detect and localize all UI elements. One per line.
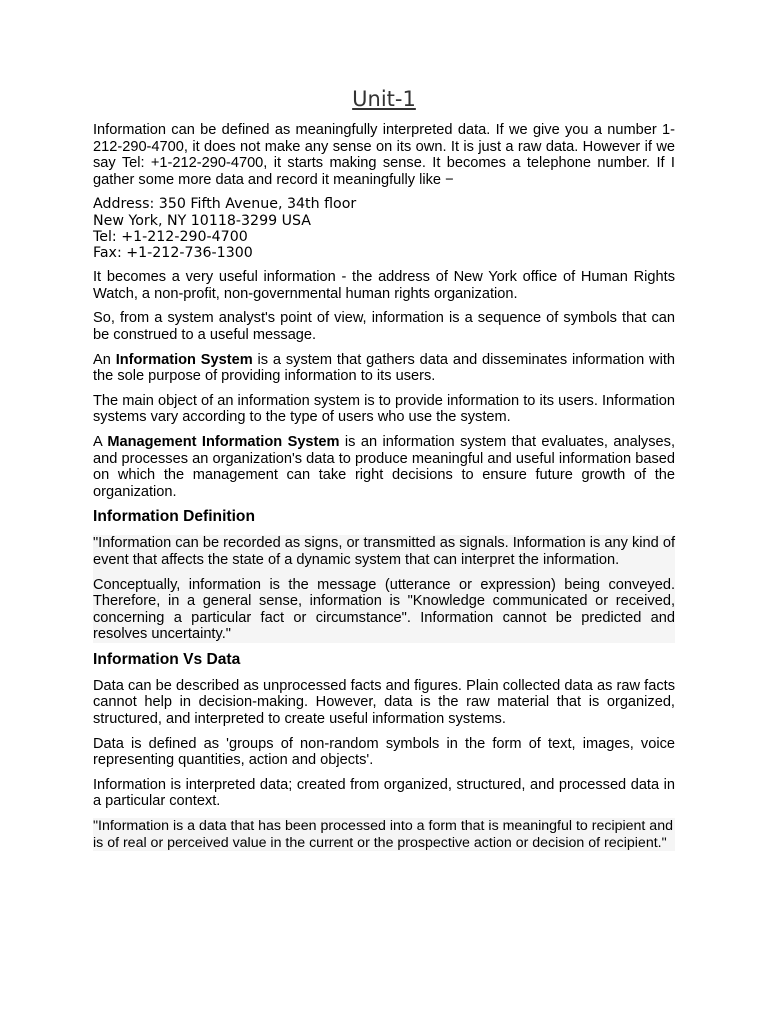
definition-quote-1: "Information can be recorded as signs, or transmitted as signals. Information is any kind of event that affects the state of a dynamic system that can interpret the information. (93, 535, 675, 568)
vs-quote-block (93, 818, 675, 851)
useful-info-paragraph: It becomes a very useful information - the address of New York office of Human Rights Watch, a non-profit, non-governmental human rights organization. (93, 269, 675, 302)
is-rest: is a system that gathers data and disseminates information with the sole purpose of providing information to its users. (93, 351, 675, 385)
vs-paragraph-3: Information is interpreted data; created from organized, structured, and processed data in a particular context. (93, 776, 675, 810)
city-line: New York, NY 10118-3299 USA (93, 212, 311, 229)
vs-paragraph-1: Data can be described as unprocessed facts and figures. Plain collected data as raw facts cannot help in decision-making. However, data is the raw material that is organized, structured, and interpreted to create useful information systems. (93, 677, 675, 728)
vs-paragraph-2: Data is defined as 'groups of non-random symbols in the form of text, images, voice representing quantities, action and objects'. (93, 735, 675, 769)
definition-heading: Information Definition (93, 508, 255, 526)
address-block (93, 196, 675, 261)
tel-line: Tel: +1-212-290-4700 (93, 228, 248, 245)
intro-paragraph: Information can be defined as meaningfully interpreted data. If we give you a number 1-212-290-4700, it does not make any sense on its own. It is just a raw data. However if we say Tel: +1-212-290-4700, it starts making sense. It becomes a telephone number. If I gather some more data and record it meaningfully like − (93, 122, 675, 188)
fax-line: Fax: +1-212-736-1300 (93, 244, 253, 261)
vs-heading: Information Vs Data (93, 650, 241, 668)
analyst-paragraph: So, from a system analyst's point of view, information is a sequence of symbols that can be construed to a useful message. (93, 310, 675, 343)
mis-term: Management Information System (107, 433, 340, 450)
mis-rest: is an information system that evaluates, analyses, and processes an organization's data to produce meaningful and useful information based on which the management can take right decisions to ensure future growth of the organization. (93, 433, 675, 500)
definition-quote-2: Conceptually, information is the message (utterance or expression) being conveyed. Therefore, in a general sense, information is "Knowledge communicated or received, concerning a particular fact or circumstance". Information cannot be predicted and resolves uncertainty." (93, 576, 675, 643)
is-lead: An (93, 351, 116, 368)
document-page (93, 84, 675, 859)
mis-lead: A (93, 433, 108, 450)
definition-quote-block (93, 535, 675, 643)
address-line: Address: 350 Fifth Avenue, 34th floor (93, 196, 357, 213)
is-term: Information System (115, 351, 253, 368)
vs-quote: "Information is a data that has been processed into a form that is meaningful to recipient and is of real or perceived value in the current or the prospective action or decision of recipient." (93, 818, 673, 851)
page-title: Unit-1 (352, 87, 416, 111)
information-system-paragraph (93, 352, 675, 385)
main-object-paragraph: The main object of an information system is to provide information to its users. Information systems vary according to the type of users who use the system. (93, 392, 675, 426)
mis-paragraph (93, 434, 675, 500)
